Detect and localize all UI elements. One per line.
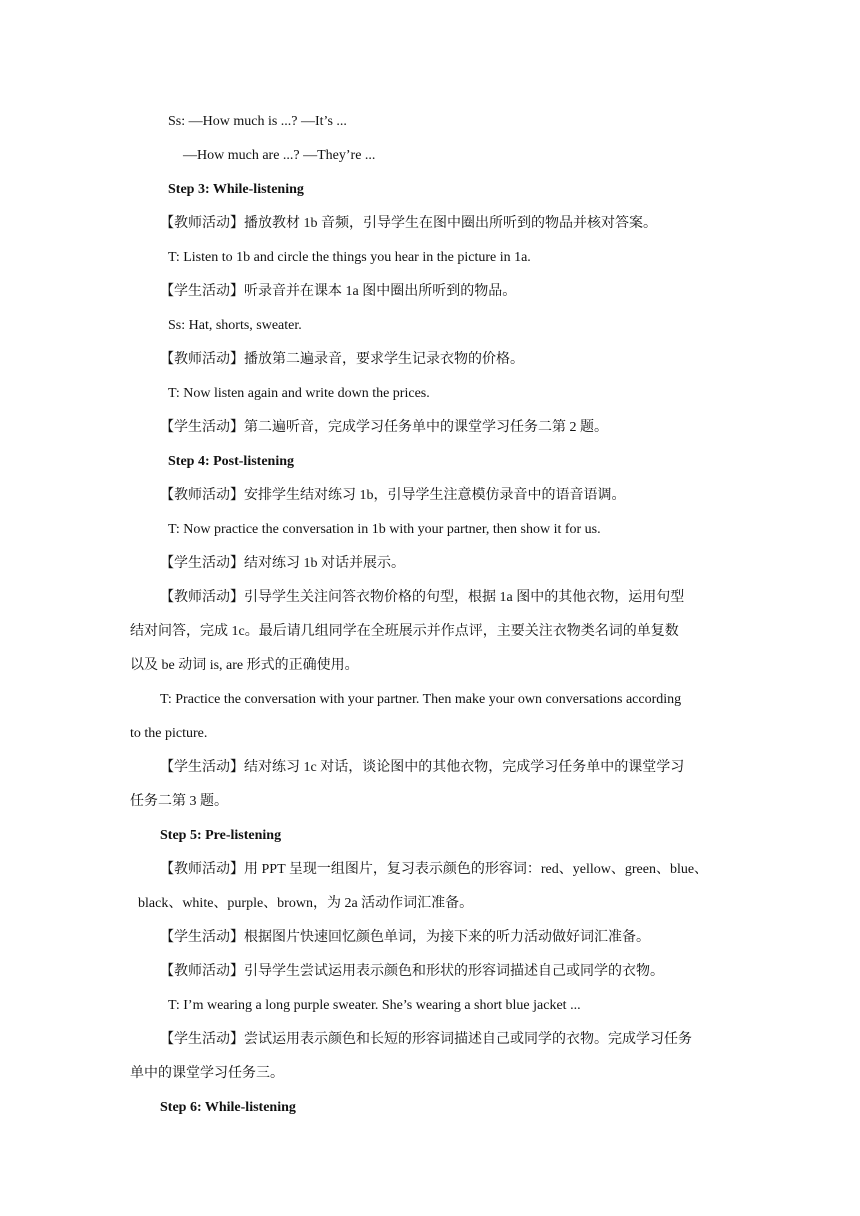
student-activity-paragraph: 【学生活动】结对练习 1b 对话并展示。 bbox=[160, 556, 405, 571]
paragraph-continuation: 以及 be 动词 is, are 形式的正确使用。 bbox=[130, 658, 359, 673]
paragraph-continuation: 结对问答，完成 1c。最后请几组同学在全班展示并作点评，主要关注衣物类名词的单复数 bbox=[130, 624, 679, 639]
step-5-heading: Step 5: Pre-listening bbox=[160, 828, 282, 843]
step-6-heading: Step 6: While-listening bbox=[160, 1100, 296, 1115]
teacher-line: T: Practice the conversation with your partner. Then make your own conversations according bbox=[160, 692, 682, 707]
teacher-line: T: Now listen again and write down the prices. bbox=[168, 386, 430, 401]
teacher-line: T: Listen to 1b and circle the things you hear in the picture in 1a. bbox=[168, 250, 531, 265]
student-activity-paragraph: 【学生活动】尝试运用表示颜色和长短的形容词描述自己或同学的衣物。完成学习任务 bbox=[160, 1032, 692, 1047]
step-4-heading: Step 4: Post-listening bbox=[168, 454, 294, 469]
student-activity-paragraph: 【学生活动】第二遍听音，完成学习任务单中的课堂学习任务二第 2 题。 bbox=[160, 420, 608, 435]
student-activity-paragraph: 【学生活动】根据图片快速回忆颜色单词，为接下来的听力活动做好词汇准备。 bbox=[160, 930, 650, 945]
teacher-activity-paragraph: 【教师活动】安排学生结对练习 1b，引导学生注意模仿录音中的语音语调。 bbox=[160, 488, 626, 503]
student-line: Ss: Hat, shorts, sweater. bbox=[168, 318, 302, 333]
teacher-activity-paragraph: 【教师活动】用 PPT 呈现一组图片，复习表示颜色的形容词：red、yellow、green、blue、 bbox=[160, 862, 709, 877]
dialogue-line-how-much-is: Ss: —How much is ...? —It’s ... bbox=[168, 114, 347, 129]
teacher-activity-paragraph: 【教师活动】播放第二遍录音，要求学生记录衣物的价格。 bbox=[160, 352, 524, 367]
teacher-activity-paragraph: 【教师活动】引导学生尝试运用表示颜色和形状的形容词描述自己或同学的衣物。 bbox=[160, 964, 664, 979]
paragraph-continuation: black、white、purple、brown，为 2a 活动作词汇准备。 bbox=[138, 896, 474, 911]
paragraph-continuation: to the picture. bbox=[130, 726, 208, 741]
student-activity-paragraph: 【学生活动】听录音并在课本 1a 图中圈出所听到的物品。 bbox=[160, 284, 517, 299]
teacher-activity-paragraph: 【教师活动】引导学生关注问答衣物价格的句型，根据 1a 图中的其他衣物，运用句型 bbox=[160, 590, 685, 605]
step-3-heading: Step 3: While-listening bbox=[168, 182, 304, 197]
paragraph-continuation: 单中的课堂学习任务三。 bbox=[130, 1066, 284, 1081]
dialogue-line-how-much-are: —How much are ...? —They’re ... bbox=[183, 148, 376, 163]
teacher-line: T: I’m wearing a long purple sweater. She’s wearing a short blue jacket ... bbox=[168, 998, 581, 1013]
student-activity-paragraph: 【学生活动】结对练习 1c 对话，谈论图中的其他衣物，完成学习任务单中的课堂学习 bbox=[160, 760, 685, 775]
paragraph-continuation: 任务二第 3 题。 bbox=[130, 794, 228, 809]
teacher-activity-paragraph: 【教师活动】播放教材 1b 音频，引导学生在图中圈出所听到的物品并核对答案。 bbox=[160, 216, 657, 231]
teacher-line: T: Now practice the conversation in 1b with your partner, then show it for us. bbox=[168, 522, 601, 537]
